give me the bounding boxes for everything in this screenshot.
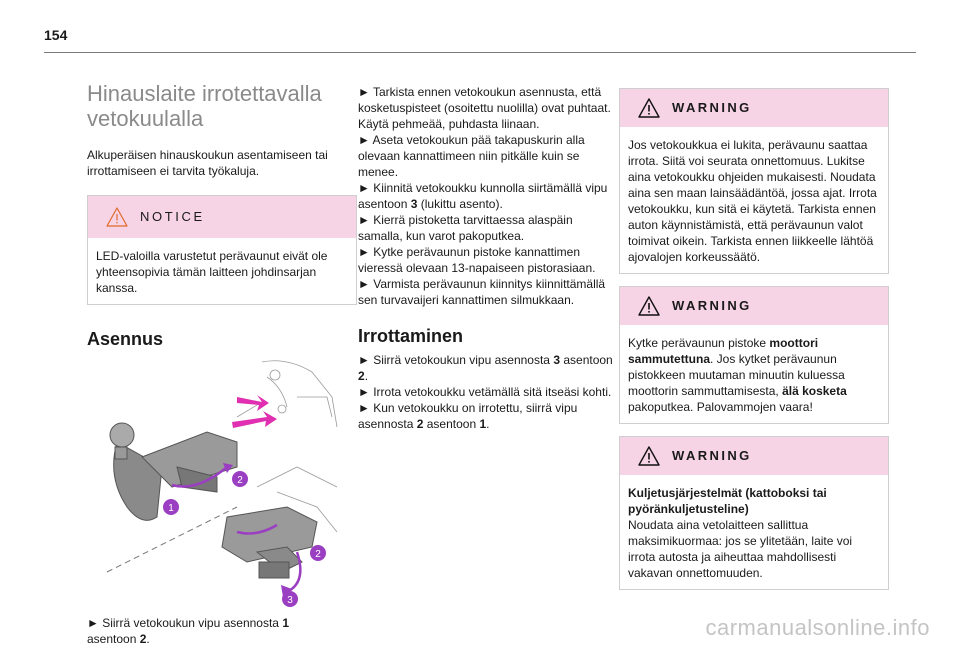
warning-header-2 [620, 287, 888, 325]
install-step-lever: ► Siirrä vetokoukun vipu asennosta 1 asentoon 2. [87, 616, 290, 646]
callout-2-lower: 2 [315, 549, 321, 560]
towbar-illustration [87, 357, 347, 607]
instruction-rotate-plug: ► Kierrä pistoketta tarvittaessa alaspäin samalla, kun varot pakoputkea. [358, 213, 573, 243]
notice-label: NOTICE [140, 209, 205, 224]
warning-triangle-icon [638, 446, 660, 466]
header-divider [44, 52, 916, 53]
warning-triangle-icon [638, 98, 660, 118]
warning-header-3 [620, 437, 888, 475]
notice-header [88, 196, 356, 238]
heading-asennus: Asennus [87, 329, 164, 349]
intro-text: Alkuperäisen hinauskoukun asentamiseen tai irrottamiseen ei tarvita työkaluja. [87, 148, 328, 178]
warning-3-subtitle: Kuljetusjärjestelmät (kattoboksi tai pyöränkuljetusteline) [628, 486, 827, 516]
column-middle [358, 84, 616, 432]
warning-label-3: WARNING [672, 448, 752, 463]
remove-step-lever: ► Siirrä vetokoukun vipu asennosta 3 asentoon 2. [358, 353, 613, 383]
page-number: 154 [44, 27, 68, 43]
warning-text-3: Kuljetusjärjestelmät (kattoboksi tai pyöränkuljetusteline) Noudata aina vetolaitteen sallittua maksimikuormaa: jos se ylitetään, laite voi irrota autosta ja aiheuttaa mahdollisesti vakavan onnettomuuden. [628, 486, 853, 580]
heading-irrottaminen: Irrottaminen [358, 326, 464, 346]
section-title: Hinauslaite irrotettavalla vetokuulalla [87, 81, 322, 131]
warning-triangle-icon [638, 296, 660, 316]
warning-box-2 [619, 286, 889, 424]
instruction-insert-head: ► Aseta vetokoukun pää takapuskurin alla olevaan kannattimeen niin pitkälle kuin se menee. [358, 133, 585, 179]
warning-text-2: Kytke perävaunun pistoke moottori sammutettuna. Jos kytket perävaunun pistokkeen muutaman minuutin kuluessa moottorin sammuttamisesta, älä kosketa pakoputkea. Palovammojen vaara! [628, 336, 847, 414]
remove-step-pull: ► Irrota vetokoukku vetämällä sitä itseäsi kohti. [358, 385, 612, 399]
warning-box-3 [619, 436, 889, 590]
warning-box-1 [619, 88, 889, 274]
instruction-lock: ► Kiinnitä vetokoukku kunnolla siirtämällä vipu asentoon 3 (lukittu asento). [358, 181, 608, 211]
callout-3: 3 [287, 595, 293, 606]
watermark: carmanualsonline.info [705, 615, 930, 640]
towbar-drawing [87, 357, 347, 607]
instruction-connect-plug: ► Kytke perävaunun pistoke kannattimen vieressä olevaan 13-napaiseen pistorasiaan. [358, 245, 596, 275]
notice-triangle-icon [106, 207, 128, 227]
column-right [619, 76, 889, 590]
warning-header-1 [620, 89, 888, 127]
instruction-check-contacts: ► Tarkista ennen vetokoukun asennusta, että kosketuspisteet (osoitettu nuolilla) ovat puhtaat. Käytä pehmeää, puhdasta liinaan. [358, 85, 611, 131]
warning-label-2: WARNING [672, 298, 752, 313]
callout-2-upper: 2 [237, 475, 243, 486]
column-left [87, 74, 357, 647]
instruction-safety-cable: ► Varmista perävaunun kiinnitys kiinnittämällä sen turvavaijeri kannattimen silmukkaan. [358, 277, 606, 307]
callout-1: 1 [168, 503, 174, 514]
notice-text: LED-valoilla varustetut perävaunut eivät ole yhteensopivia tämän laitteen johdinsarjan kanssa. [96, 249, 328, 295]
warning-label-1: WARNING [672, 100, 752, 115]
notice-box [87, 195, 357, 305]
remove-step-reset: ► Kun vetokoukku on irrotettu, siirrä vipu asennosta 2 asentoon 1. [358, 401, 578, 431]
warning-text-1: Jos vetokoukkua ei lukita, perävaunu saattaa irrota. Siitä voi seurata onnettomuus. Lukitse aina vetokoukku ohjeiden mukaisesti. Noudata aina sen maan lainsäädäntöä, jossa ajat. Irrota vetokoukku, kun sitä ei käytetä. Tarkista ennen auton käynnistämistä, että perävaunun valot toimivat oikein. Tarkista ennen liikkeelle lähtöä ajovalojen korkeussäätö. [628, 138, 877, 264]
